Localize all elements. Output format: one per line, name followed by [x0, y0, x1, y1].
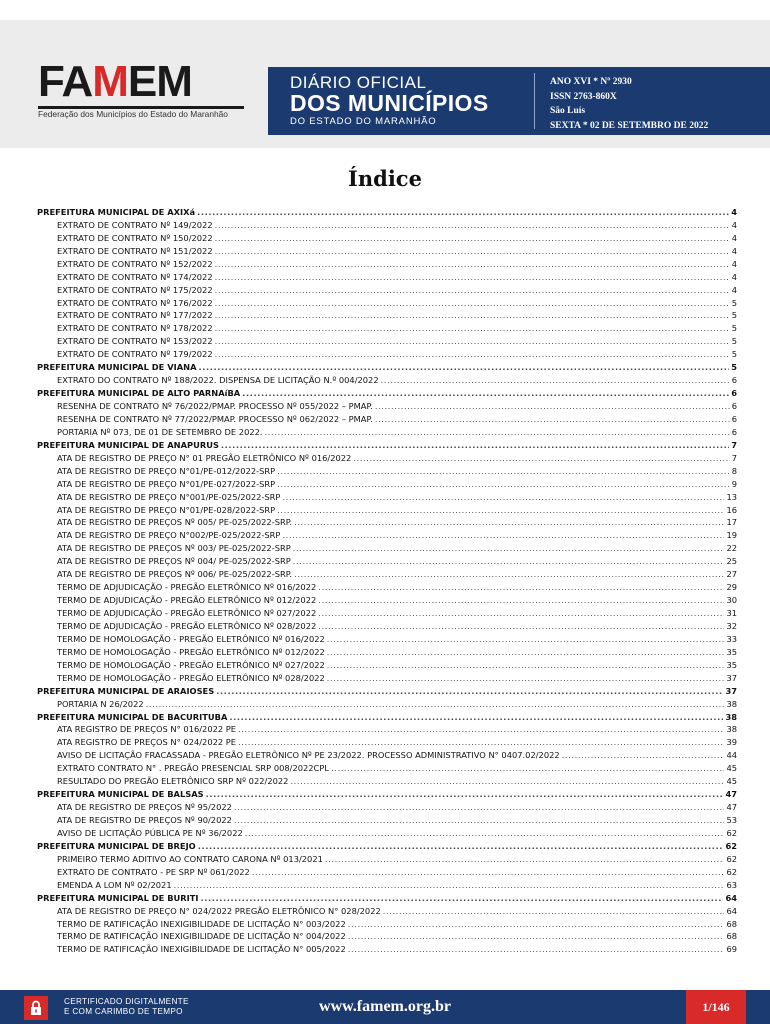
toc-entry-page: 38 — [726, 724, 737, 735]
toc-entry-label: TERMO DE ADJUDICAÇÃO - PREGÃO ELETRÔNICO Nº 012/2022 — [57, 595, 317, 606]
toc-entry-label: AVISO DE LICITAÇÃO PÚBLICA PE Nº 36/2022 — [57, 827, 243, 838]
toc-leader-dots — [282, 530, 724, 541]
toc-entry-label: PREFEITURA MUNICIPAL DE ANAPURUS — [37, 439, 219, 450]
toc-entry-page: 29 — [726, 582, 737, 593]
toc-entry-page: 45 — [726, 776, 737, 787]
toc-entry-page: 68 — [726, 918, 737, 929]
toc-entry-page: 17 — [726, 517, 737, 528]
toc-entry-page: 5 — [731, 297, 737, 308]
toc-leader-dots — [245, 828, 725, 839]
cert-line-1: CERTIFICADO DIGITALMENTE — [64, 997, 189, 1006]
toc-leader-dots — [375, 414, 730, 425]
toc-item-entry[interactable] — [37, 412, 737, 425]
toc-entry-label: ATA DE REGISTRO DE PREÇO N° 01 PREGÃO ELETRÔNICO Nº 016/2022 — [57, 452, 352, 463]
toc-item-entry[interactable] — [37, 813, 737, 826]
toc-section-entry[interactable] — [37, 839, 737, 852]
toc-entry-page: 4 — [731, 245, 737, 256]
toc-leader-dots — [282, 492, 724, 503]
toc-entry-label: EXTRATO DE CONTRATO Nº 152/2022 — [57, 258, 213, 269]
toc-item-entry[interactable] — [37, 516, 737, 529]
toc-entry-label: PORTARIA N 26/2022 — [57, 698, 144, 709]
toc-item-entry[interactable] — [37, 580, 737, 593]
toc-entry-label: ATA DE REGISTRO DE PREÇOS Nº 006/ PE-025/2022-SRP. — [57, 569, 293, 580]
toc-leader-dots — [327, 673, 725, 684]
toc-item-entry[interactable] — [37, 697, 737, 710]
edition-issn: ISSN 2763-860X — [550, 91, 617, 102]
toc-section-entry[interactable] — [37, 438, 737, 451]
toc-entry-page: 5 — [731, 323, 737, 334]
toc-item-entry[interactable] — [37, 942, 737, 955]
toc-leader-dots — [206, 789, 724, 800]
toc-entry-label: PREFEITURA MUNICIPAL DE ALTO PARNAíBA — [37, 388, 241, 399]
logo-tagline: Federação dos Municípios do Estado do Maranhão — [38, 109, 228, 119]
toc-entry-page: 4 — [731, 219, 737, 230]
edition-year-number: ANO XVI * Nº 2930 — [550, 77, 632, 87]
toc-item-entry[interactable] — [37, 373, 737, 386]
toc-entry-label: ATA DE REGISTRO DE PREÇO N°002/PE-025/2022-SRP — [57, 530, 281, 541]
toc-entry-label: PREFEITURA MUNICIPAL DE VIANA — [37, 362, 197, 373]
toc-item-entry[interactable] — [37, 503, 737, 516]
toc-item-entry[interactable] — [37, 606, 737, 619]
toc-leader-dots — [198, 841, 724, 852]
toc-entry-label: EXTRATO DE CONTRATO Nº 149/2022 — [57, 219, 213, 230]
toc-entry-label: ATA DE REGISTRO DE PREÇO N° 024/2022 PREGÃO ELETRÔNICO N° 028/2022 — [57, 905, 381, 916]
toc-entry-page: 30 — [726, 595, 737, 606]
toc-leader-dots — [174, 880, 725, 891]
toc-leader-dots — [199, 362, 730, 373]
toc-leader-dots — [562, 750, 725, 761]
toc-entry-label: RESENHA DE CONTRATO Nº 77/2022/PMAP. PROCESSO Nº 062/2022 – PMAP. — [57, 413, 373, 424]
toc-leader-dots — [318, 595, 724, 606]
toc-entry-label: ATA DE REGISTRO DE PREÇOS Nº 004/ PE-025/2022-SRP — [57, 556, 291, 567]
toc-item-entry[interactable] — [37, 425, 737, 438]
toc-entry-page: 64 — [725, 892, 737, 903]
toc-leader-dots — [215, 285, 730, 296]
toc-leader-dots — [277, 479, 730, 490]
toc-entry-page: 16 — [726, 504, 737, 515]
toc-entry-label: PRIMEIRO TERMO ADITIVO AO CONTRATO CARONA Nº 013/2021 — [57, 853, 323, 864]
toc-item-entry[interactable] — [37, 283, 737, 296]
toc-item-entry[interactable] — [37, 852, 737, 865]
toc-leader-dots — [146, 699, 725, 710]
toc-entry-label: EXTRATO DE CONTRATO Nº 151/2022 — [57, 245, 213, 256]
toc-entry-page: 62 — [726, 853, 737, 864]
toc-section-entry[interactable] — [37, 360, 737, 373]
toc-entry-page: 5 — [731, 336, 737, 347]
toc-entry-label: EXTRATO DE CONTRATO - PE SRP Nº 061/2022 — [57, 866, 250, 877]
toc-entry-page: 69 — [726, 944, 737, 955]
toc-entry-label: EXTRATO DE CONTRATO Nº 150/2022 — [57, 232, 213, 243]
toc-leader-dots — [290, 776, 724, 787]
toc-entry-label: EXTRATO DE CONTRATO Nº 179/2022 — [57, 349, 213, 360]
toc-entry-label: EXTRATO DO CONTRATO Nº 188/2022. DISPENSA DE LICITAÇÃO N.º 004/2022 — [57, 375, 379, 386]
toc-entry-page: 35 — [726, 659, 737, 670]
toc-leader-dots — [215, 246, 730, 257]
toc-leader-dots — [318, 582, 724, 593]
website-link[interactable]: www.famem.org.br — [319, 998, 451, 1015]
toc-leader-dots — [215, 220, 730, 231]
toc-entry-label: PORTARIA Nº 073, DE 01 DE SETEMBRO DE 2022. — [57, 426, 263, 437]
toc-leader-dots — [234, 802, 725, 813]
toc-entry-page: 38 — [725, 711, 737, 722]
toc-entry-label: ATA DE REGISTRO DE PREÇOS Nº 005/ PE-025/2022-SRP. — [57, 517, 293, 528]
toc-entry-page: 7 — [731, 439, 737, 450]
toc-entry-label: EXTRATO DE CONTRATO Nº 177/2022 — [57, 310, 213, 321]
toc-leader-dots — [293, 556, 725, 567]
toc-section-entry[interactable] — [37, 386, 737, 399]
toc-leader-dots — [348, 931, 725, 942]
toc-entry-label: EXTRATO DE CONTRATO Nº 178/2022 — [57, 323, 213, 334]
cert-line-2: E COM CARIMBO DE TEMPO — [64, 1007, 183, 1016]
toc-leader-dots — [293, 543, 725, 554]
toc-entry-label: PREFEITURA MUNICIPAL DE BALSAS — [37, 789, 204, 800]
toc-entry-label: ATA DE REGISTRO DE PREÇO N°01/PE-028/2022-SRP — [57, 504, 276, 515]
toc-leader-dots — [197, 207, 729, 218]
toc-leader-dots — [383, 906, 725, 917]
toc-entry-label: ATA DE REGISTRO DE PREÇO N°01/PE-027/2022-SRP — [57, 478, 276, 489]
toc-entry-page: 37 — [726, 672, 737, 683]
toc-entry-label: EXTRATO DE CONTRATO Nº 175/2022 — [57, 284, 213, 295]
toc-entry-page: 5 — [731, 362, 737, 373]
toc-leader-dots — [318, 621, 724, 632]
toc-entry-label: ATA REGISTRO DE PREÇOS N° 016/2022 PE — [57, 724, 237, 735]
toc-entry-page: 4 — [731, 271, 737, 282]
edition-city: São Luís — [550, 106, 586, 116]
toc-entry-page: 6 — [731, 426, 737, 437]
toc-item-entry[interactable] — [37, 347, 737, 360]
toc-item-entry[interactable] — [37, 930, 737, 943]
toc-leader-dots — [215, 310, 730, 321]
toc-item-entry[interactable] — [37, 554, 737, 567]
toc-entry-page: 45 — [726, 763, 737, 774]
toc-entry-page: 53 — [726, 815, 737, 825]
toc-entry-page: 4 — [731, 284, 737, 295]
toc-entry-label: PREFEITURA MUNICIPAL DE BURITI — [37, 892, 199, 903]
toc-section-entry[interactable] — [37, 684, 737, 697]
toc-item-entry[interactable] — [37, 645, 737, 658]
toc-item-entry[interactable] — [37, 632, 737, 645]
toc-entry-page: 4 — [731, 206, 737, 217]
toc-entry-page: 5 — [731, 310, 737, 321]
toc-leader-dots — [327, 634, 725, 645]
toc-item-entry[interactable] — [37, 464, 737, 477]
toc-entry-page: 8 — [731, 465, 737, 476]
toc-leader-dots — [215, 323, 730, 334]
toc-entry-label: ATA DE REGISTRO DE PREÇOS Nº 003/ PE-025/2022-SRP — [57, 543, 291, 554]
banner-title-sub: DO ESTADO DO MARANHÃO — [290, 116, 437, 127]
toc-entry-page: 68 — [726, 931, 737, 942]
toc-entry-page: 25 — [726, 556, 737, 567]
toc-entry-label: PREFEITURA MUNICIPAL DE BACURITUBA — [37, 711, 228, 722]
toc-entry-label: ATA DE REGISTRO DE PREÇO N°001/PE-025/2022-SRP — [57, 491, 281, 502]
toc-item-entry[interactable] — [37, 244, 737, 257]
toc-item-entry[interactable] — [37, 218, 737, 231]
toc-entry-page: 62 — [726, 827, 737, 838]
toc-item-entry[interactable] — [37, 257, 737, 270]
toc-item-entry[interactable] — [37, 270, 737, 283]
toc-entry-label: ATA DE REGISTRO DE PREÇO N°01/PE-012/2022-SRP — [57, 465, 276, 476]
toc-leader-dots — [216, 686, 723, 697]
toc-leader-dots — [215, 349, 730, 360]
toc-leader-dots — [234, 815, 725, 826]
toc-entry-label: ATA DE REGISTRO DE PREÇOS Nº 95/2022 — [57, 802, 232, 813]
edition-info — [550, 75, 708, 133]
toc-entry-label: ATA DE REGISTRO DE PREÇOS Nº 90/2022 — [57, 815, 232, 825]
toc-leader-dots — [238, 724, 724, 735]
toc-entry-label: EXTRATO DE CONTRATO Nº 174/2022 — [57, 271, 213, 282]
toc-item-entry[interactable] — [37, 490, 737, 503]
logo-underline — [38, 106, 244, 109]
toc-entry-page: 31 — [726, 608, 737, 618]
toc-entry-page: 6 — [731, 413, 737, 424]
toc-entry-page: 7 — [731, 452, 737, 463]
logo-em: EM — [127, 57, 192, 106]
toc-item-entry[interactable] — [37, 567, 737, 580]
toc-leader-dots — [294, 517, 724, 528]
toc-leader-dots — [215, 272, 730, 283]
toc-leader-dots — [238, 737, 724, 748]
toc-entry-page: 27 — [726, 569, 737, 580]
toc-leader-dots — [229, 712, 723, 723]
toc-item-entry[interactable] — [37, 321, 737, 334]
toc-leader-dots — [375, 401, 730, 412]
banner-divider — [534, 73, 535, 129]
toc-item-entry[interactable] — [37, 735, 737, 748]
toc-entry-page: 6 — [731, 388, 737, 399]
toc-entry-page: 38 — [726, 698, 737, 709]
toc-entry-label: EXTRATO DE CONTRATO Nº 153/2022 — [57, 336, 213, 347]
toc-leader-dots — [265, 427, 730, 438]
toc-item-entry[interactable] — [37, 399, 737, 412]
banner-title-top: DIÁRIO OFICIAL — [290, 73, 427, 92]
toc-item-entry[interactable] — [37, 451, 737, 464]
toc-leader-dots — [348, 944, 725, 955]
toc-entry-label: TERMO DE ADJUDICAÇÃO - PREGÃO ELETRÔNICO Nº 016/2022 — [57, 582, 317, 593]
toc-entry-label: PREFEITURA MUNICIPAL DE ARAIOSES — [37, 685, 215, 696]
toc-leader-dots — [353, 453, 729, 464]
logo-fa: FA — [38, 57, 93, 106]
toc-entry-page: 44 — [726, 750, 737, 761]
table-of-contents — [37, 205, 737, 955]
toc-entry-label: RESENHA DE CONTRATO Nº 76/2022/PMAP. PROCESSO Nº 055/2022 – PMAP. — [57, 401, 373, 411]
toc-leader-dots — [327, 647, 725, 658]
toc-entry-label: TERMO DE HOMOLOGAÇÃO - PREGÃO ELETRÔNICO Nº 027/2022 — [57, 659, 325, 670]
toc-item-entry[interactable] — [37, 723, 737, 736]
toc-leader-dots — [215, 298, 730, 309]
toc-leader-dots — [242, 388, 729, 399]
page-number: 1/146 — [686, 990, 746, 1024]
toc-item-entry[interactable] — [37, 296, 737, 309]
toc-entry-label: PREFEITURA MUNICIPAL DE AXIXá — [37, 206, 196, 217]
toc-leader-dots — [277, 505, 724, 516]
toc-entry-page: 33 — [726, 633, 737, 644]
toc-item-entry[interactable] — [37, 528, 737, 541]
toc-entry-page: 47 — [726, 802, 737, 813]
toc-entry-label: AVISO DE LICITAÇÃO FRACASSADA - PREGÃO ELETRÔNICO Nº PE 23/2022. PROCESSO ADMINISTRATIVO N° 0407.02/2022 — [57, 750, 560, 761]
toc-leader-dots — [215, 233, 730, 244]
famem-logo-word — [38, 57, 244, 106]
toc-leader-dots — [325, 854, 725, 865]
toc-leader-dots — [215, 336, 730, 347]
toc-entry-page: 5 — [731, 349, 737, 360]
toc-item-entry[interactable] — [37, 231, 737, 244]
toc-item-entry[interactable] — [37, 309, 737, 322]
toc-item-entry[interactable] — [37, 865, 737, 878]
toc-leader-dots — [277, 466, 730, 477]
toc-entry-label: TERMO DE RATIFICAÇÃO INEXIGIBILIDADE DE LICITAÇÃO N° 004/2022 — [57, 931, 346, 942]
toc-entry-label: TERMO DE RATIFICAÇÃO INEXIGIBILIDADE DE LICITAÇÃO N° 003/2022 — [57, 918, 346, 929]
toc-section-entry[interactable] — [37, 710, 737, 723]
toc-item-entry[interactable] — [37, 541, 737, 554]
toc-entry-page: 35 — [726, 646, 737, 657]
toc-item-entry[interactable] — [37, 748, 737, 761]
toc-entry-page: 62 — [725, 840, 737, 851]
toc-entry-page: 64 — [726, 905, 737, 916]
toc-entry-page: 39 — [726, 737, 737, 748]
toc-item-entry[interactable] — [37, 671, 737, 684]
banner-title-main: DOS MUNICÍPIOS — [290, 90, 489, 116]
toc-entry-label: TERMO DE ADJUDICAÇÃO - PREGÃO ELETRÔNICO Nº 028/2022 — [57, 620, 317, 631]
toc-entry-page: 47 — [725, 789, 737, 800]
toc-entry-page: 22 — [726, 543, 737, 554]
toc-entry-label: PREFEITURA MUNICIPAL DE BREJO — [37, 840, 196, 851]
toc-entry-page: 9 — [731, 478, 737, 489]
toc-item-entry[interactable] — [37, 477, 737, 490]
toc-entry-page: 6 — [731, 375, 737, 386]
toc-entry-page: 13 — [726, 491, 737, 502]
masthead — [0, 20, 770, 148]
toc-leader-dots — [348, 919, 725, 930]
toc-leader-dots — [201, 893, 724, 904]
toc-entry-label: TERMO DE HOMOLOGAÇÃO - PREGÃO ELETRÔNICO Nº 028/2022 — [57, 672, 325, 683]
toc-entry-page: 4 — [731, 258, 737, 269]
toc-entry-page: 62 — [726, 866, 737, 877]
toc-entry-page: 63 — [726, 879, 737, 890]
toc-entry-page: 32 — [726, 620, 737, 631]
toc-entry-page: 37 — [725, 685, 737, 696]
toc-item-entry[interactable] — [37, 800, 737, 813]
toc-leader-dots — [221, 440, 729, 451]
toc-entry-label: EXTRATO CONTRATO N° . PREGÃO PRESENCIAL SRP 008/2022CPL — [57, 763, 329, 774]
toc-entry-label: TERMO DE ADJUDICAÇÃO - PREGÃO ELETRÔNICO Nº 027/2022 — [57, 608, 317, 618]
toc-leader-dots — [327, 660, 725, 671]
edition-date: SEXTA * 02 DE SETEMBRO DE 2022 — [550, 120, 709, 131]
toc-entry-label: ATA REGISTRO DE PREÇOS N° 024/2022 PE — [57, 737, 237, 748]
toc-item-entry[interactable] — [37, 334, 737, 347]
index-title: Índice — [348, 166, 422, 191]
toc-item-entry[interactable] — [37, 774, 737, 787]
toc-entry-label: TERMO DE HOMOLOGAÇÃO - PREGÃO ELETRÔNICO Nº 012/2022 — [57, 646, 325, 657]
toc-entry-label: RESULTADO DO PREGÃO ELETRÔNICO SRP Nº 022/2022 — [57, 776, 289, 787]
toc-entry-page: 4 — [731, 232, 737, 243]
logo-m: M — [92, 57, 128, 106]
toc-entry-label: TERMO DE RATIFICAÇÃO INEXIGIBILIDADE DE LICITAÇÃO N° 005/2022 — [57, 944, 346, 955]
toc-section-entry[interactable] — [37, 891, 737, 904]
toc-item-entry[interactable] — [37, 826, 737, 839]
toc-leader-dots — [318, 608, 724, 619]
toc-leader-dots — [381, 375, 730, 386]
journal-banner — [268, 67, 770, 135]
famem-logo — [38, 57, 244, 119]
toc-leader-dots — [252, 867, 725, 878]
toc-item-entry[interactable] — [37, 658, 737, 671]
toc-item-entry[interactable] — [37, 904, 737, 917]
toc-section-entry[interactable] — [37, 205, 737, 218]
toc-item-entry[interactable] — [37, 619, 737, 632]
toc-leader-dots — [294, 569, 724, 580]
toc-item-entry[interactable] — [37, 593, 737, 606]
toc-item-entry[interactable] — [37, 917, 737, 930]
toc-entry-label: TERMO DE HOMOLOGAÇÃO - PREGÃO ELETRÔNICO Nº 016/2022 — [57, 633, 325, 644]
toc-entry-page: 6 — [731, 401, 737, 411]
page-footer — [0, 990, 770, 1024]
toc-item-entry[interactable] — [37, 761, 737, 774]
toc-item-entry[interactable] — [37, 878, 737, 891]
toc-section-entry[interactable] — [37, 787, 737, 800]
toc-leader-dots — [331, 763, 724, 774]
toc-entry-page: 19 — [726, 530, 737, 541]
toc-leader-dots — [215, 259, 730, 270]
toc-entry-label: EXTRATO DE CONTRATO Nº 176/2022 — [57, 297, 213, 308]
toc-entry-label: EMENDA A LOM Nº 02/2021 — [57, 879, 172, 890]
